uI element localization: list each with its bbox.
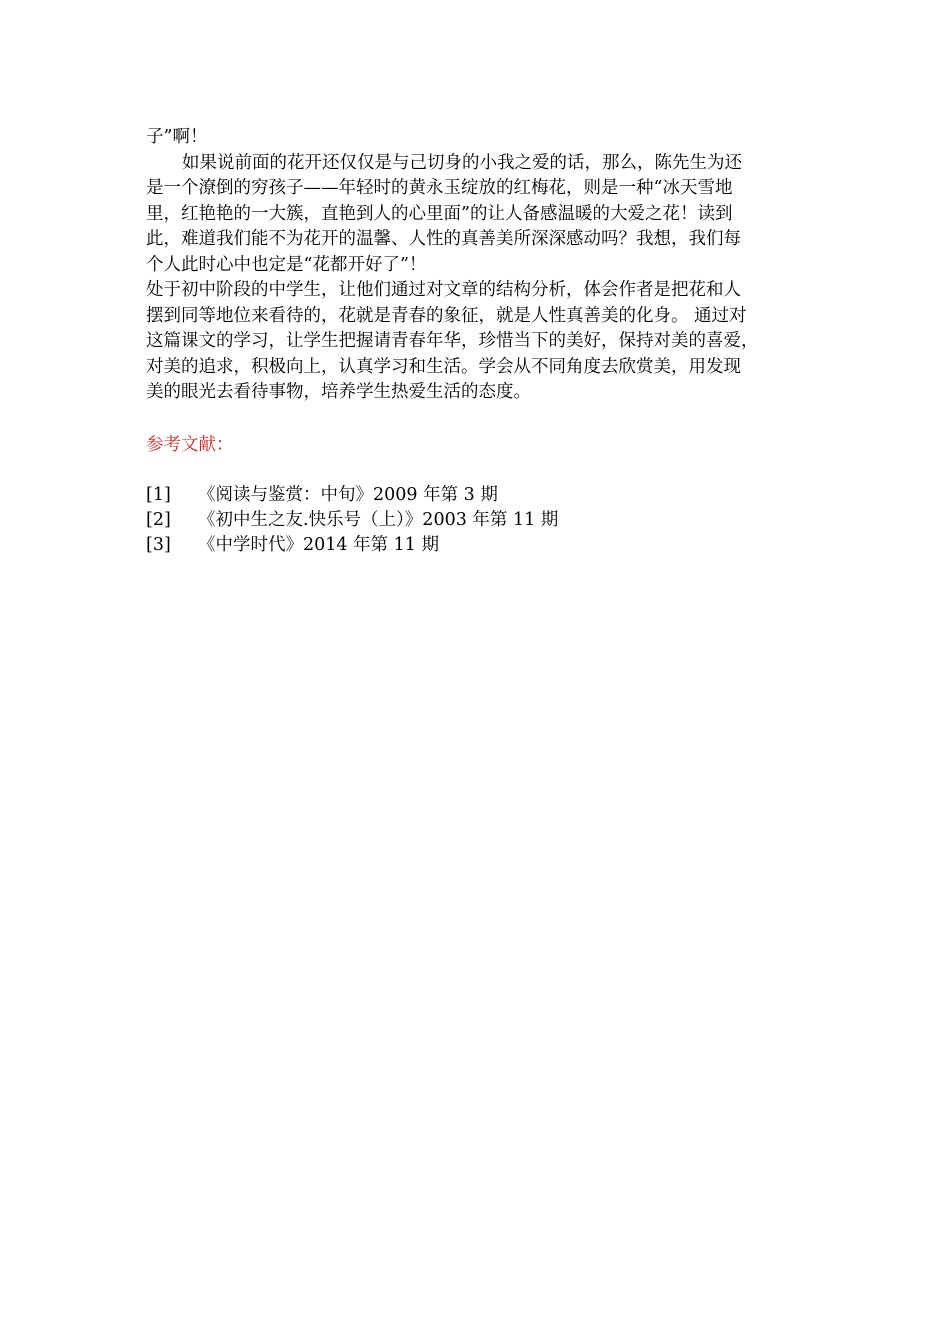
reference-item bbox=[146, 533, 826, 558]
body-line-5: 此，难道我们能不为花开的温馨、人性的真善美所深深感动吗？我想，我们每 bbox=[146, 229, 741, 249]
reference-item bbox=[146, 483, 826, 508]
body-line-10: 对美的追求，积极向上，认真学习和生活。学会从不同角度去欣赏美，用发现 bbox=[146, 356, 741, 377]
reference-text: 《阅读与鉴赏：中旬》2009 年第 3 期 bbox=[198, 485, 498, 505]
body-line-1: 子”啊！ bbox=[146, 127, 208, 147]
references-heading: 参考文献： bbox=[146, 434, 234, 455]
references-list bbox=[146, 483, 826, 558]
reference-text: 《初中生之友.快乐号（上）》2003 年第 11 期 bbox=[198, 510, 559, 530]
reference-text: 《中学时代》2014 年第 11 期 bbox=[198, 535, 439, 555]
body-line-2: 如果说前面的花开还仅仅是与己切身的小我之爱的话，那么，陈先生为还 bbox=[182, 152, 742, 173]
reference-number: [2] bbox=[146, 510, 171, 530]
body-line-3: 是一个潦倒的穷孩子——年轻时的黄永玉绽放的红梅花，则是一种“冰天雪地 bbox=[146, 178, 733, 198]
body-line-7: 处于初中阶段的中学生，让他们通过对文章的结构分析，体会作者是把花和人 bbox=[146, 280, 741, 300]
body-line-6: 个人此时心中也定是“花都开好了”！ bbox=[146, 254, 427, 275]
body-line-11: 美的眼光去看待事物，培养学生热爱生活的态度。 bbox=[146, 382, 531, 402]
body-line-8: 摆到同等地位来看待的，花就是青春的象征，就是人性真善美的化身。 通过对 bbox=[146, 305, 747, 326]
body-line-9: 这篇课文的学习，让学生把握请青春年华，珍惜当下的美好，保持对美的喜爱， bbox=[146, 331, 759, 351]
reference-number: [3] bbox=[146, 535, 171, 555]
body-line-4: 里，红艳艳的一大簇，直艳到人的心里面”的让人备感温暖的大爱之花！读到 bbox=[146, 203, 733, 224]
body-text bbox=[146, 125, 826, 406]
document-content bbox=[146, 125, 826, 558]
reference-item bbox=[146, 508, 826, 533]
reference-number: [1] bbox=[146, 485, 171, 505]
